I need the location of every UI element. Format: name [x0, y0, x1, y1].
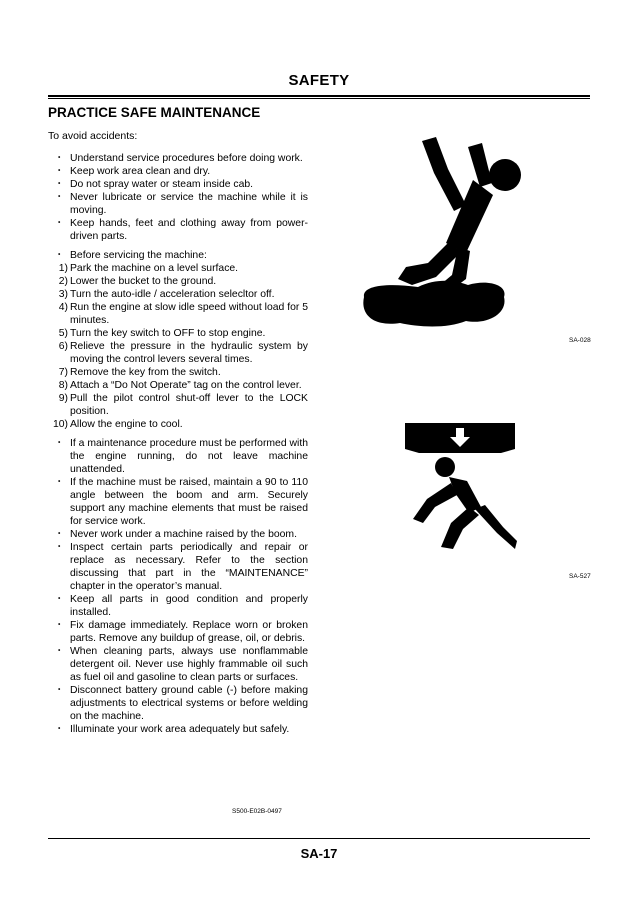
step-text: Turn the key switch to OFF to stop engine. [70, 328, 266, 339]
list-item-text: Keep all parts in good condition and properly installed. [70, 594, 308, 618]
list-item [48, 152, 308, 165]
step-item [48, 366, 308, 379]
list-item [48, 191, 308, 217]
bullet-marker: ・ [54, 179, 65, 190]
step-number: 5) [58, 328, 68, 339]
step-item [48, 327, 308, 340]
list-item-text: If a maintenance procedure must be performed with the engine running, do not leave machine unattended. [70, 438, 308, 475]
footer-rule [48, 838, 590, 839]
list-item-text: Inspect certain parts periodically and repair or replace as necessary. Refer to the section discussing that part in the “MAINTENANCE” chapter in the operator’s manual. [70, 542, 308, 592]
reference-code: S500-E02B-0497 [232, 808, 282, 815]
list-item [48, 217, 308, 243]
bullet-marker: ・ [54, 724, 65, 735]
step-text: Allow the engine to cool. [70, 419, 183, 430]
list-item-text: Never work under a machine raised by the boom. [70, 529, 297, 540]
list-item-text: Do not spray water or steam inside cab. [70, 179, 254, 190]
step-item [48, 392, 308, 418]
page-header-title: SAFETY [288, 72, 350, 89]
section-intro: To avoid accidents: [48, 130, 138, 142]
bullet-marker: ・ [54, 477, 65, 488]
list-item-text: Before servicing the machine: [70, 250, 207, 261]
bullet-marker: ・ [54, 166, 65, 177]
step-item [48, 379, 308, 392]
bullet-marker: ・ [54, 594, 65, 605]
list-item-text: Fix damage immediately. Replace worn or broken parts. Remove any buildup of grease, oil, or debris. [70, 620, 308, 644]
step-number: 2) [58, 276, 68, 287]
step-number: 10) [52, 419, 68, 430]
bullet-marker: ・ [54, 542, 65, 553]
step-text: Remove the key from the switch. [70, 367, 221, 378]
step-item [48, 418, 308, 431]
list-item [48, 645, 308, 684]
list-item [48, 178, 308, 191]
step-text: Park the machine on a level surface. [70, 263, 239, 274]
list-item [48, 165, 308, 178]
step-text: Turn the auto-idle / acceleration selecltor off. [70, 289, 275, 300]
list-item [48, 437, 308, 476]
list-item-text: When cleaning parts, always use nonflammable detergent oil. Never use highly frammable oil such as fuel oil and gasoline to clean parts or surfaces. [70, 646, 308, 683]
maintenance-rules-list [48, 437, 308, 736]
crushing-hazard-icon [405, 423, 517, 555]
step-text: Relieve the pressure in the hydraulic system by moving the control levers several times. [70, 341, 308, 365]
list-item-text: Keep hands, feet and clothing away from power-driven parts. [70, 218, 308, 242]
figure-caption: SA-028 [569, 337, 591, 344]
bullet-marker: ・ [54, 192, 65, 203]
list-item-text: Disconnect battery ground cable (-) before making adjustments to electrical systems or before welding on the machine. [70, 685, 308, 722]
step-item [48, 275, 308, 288]
list-item-text: Never lubricate or service the machine while it is moving. [70, 192, 308, 216]
list-item [48, 619, 308, 645]
list-item [48, 476, 308, 528]
bullet-marker: ・ [54, 250, 65, 261]
step-item [48, 301, 308, 327]
bullet-marker: ・ [54, 646, 65, 657]
list-item [48, 541, 308, 593]
step-item [48, 288, 308, 301]
list-item [48, 723, 308, 736]
header-rule-thin [48, 98, 590, 99]
step-item [48, 262, 308, 275]
bullet-marker: ・ [54, 218, 65, 229]
step-number: 9) [58, 393, 68, 404]
step-number: 8) [58, 380, 68, 391]
figure-caption: SA-527 [569, 573, 591, 580]
bullet-marker: ・ [54, 529, 65, 540]
list-item-text: Illuminate your work area adequately but safely. [70, 724, 290, 735]
step-number: 7) [58, 367, 68, 378]
bullet-marker: ・ [54, 153, 65, 164]
list-item-text: If the machine must be raised, maintain a 90 to 110 angle between the boom and arm. Securely support any machine elements that must be raised for service work. [70, 477, 308, 527]
page-number: SA-17 [300, 846, 338, 861]
bullet-marker: ・ [54, 620, 65, 631]
list-item [48, 593, 308, 619]
step-number: 6) [58, 341, 68, 352]
header-rule [48, 95, 590, 97]
list-item [48, 249, 308, 262]
slip-fall-icon [358, 125, 528, 335]
step-number: 3) [58, 289, 68, 300]
bullet-marker: ・ [54, 438, 65, 449]
list-item [48, 528, 308, 541]
step-text: Pull the pilot control shut-off lever to the LOCK position. [70, 393, 308, 417]
list-item [48, 684, 308, 723]
step-number: 1) [58, 263, 68, 274]
step-text: Attach a “Do Not Operate” tag on the control lever. [70, 380, 302, 391]
servicing-steps [48, 249, 308, 431]
instructions-column [48, 152, 308, 736]
step-text: Lower the bucket to the ground. [70, 276, 217, 287]
step-item [48, 340, 308, 366]
step-text: Run the engine at slow idle speed without load for 5 minutes. [70, 302, 308, 326]
section-title: PRACTICE SAFE MAINTENANCE [48, 105, 261, 120]
bullet-marker: ・ [54, 685, 65, 696]
list-item-text: Keep work area clean and dry. [70, 166, 211, 177]
list-item-text: Understand service procedures before doing work. [70, 153, 303, 164]
precautions-list [48, 152, 308, 243]
step-number: 4) [58, 302, 68, 313]
